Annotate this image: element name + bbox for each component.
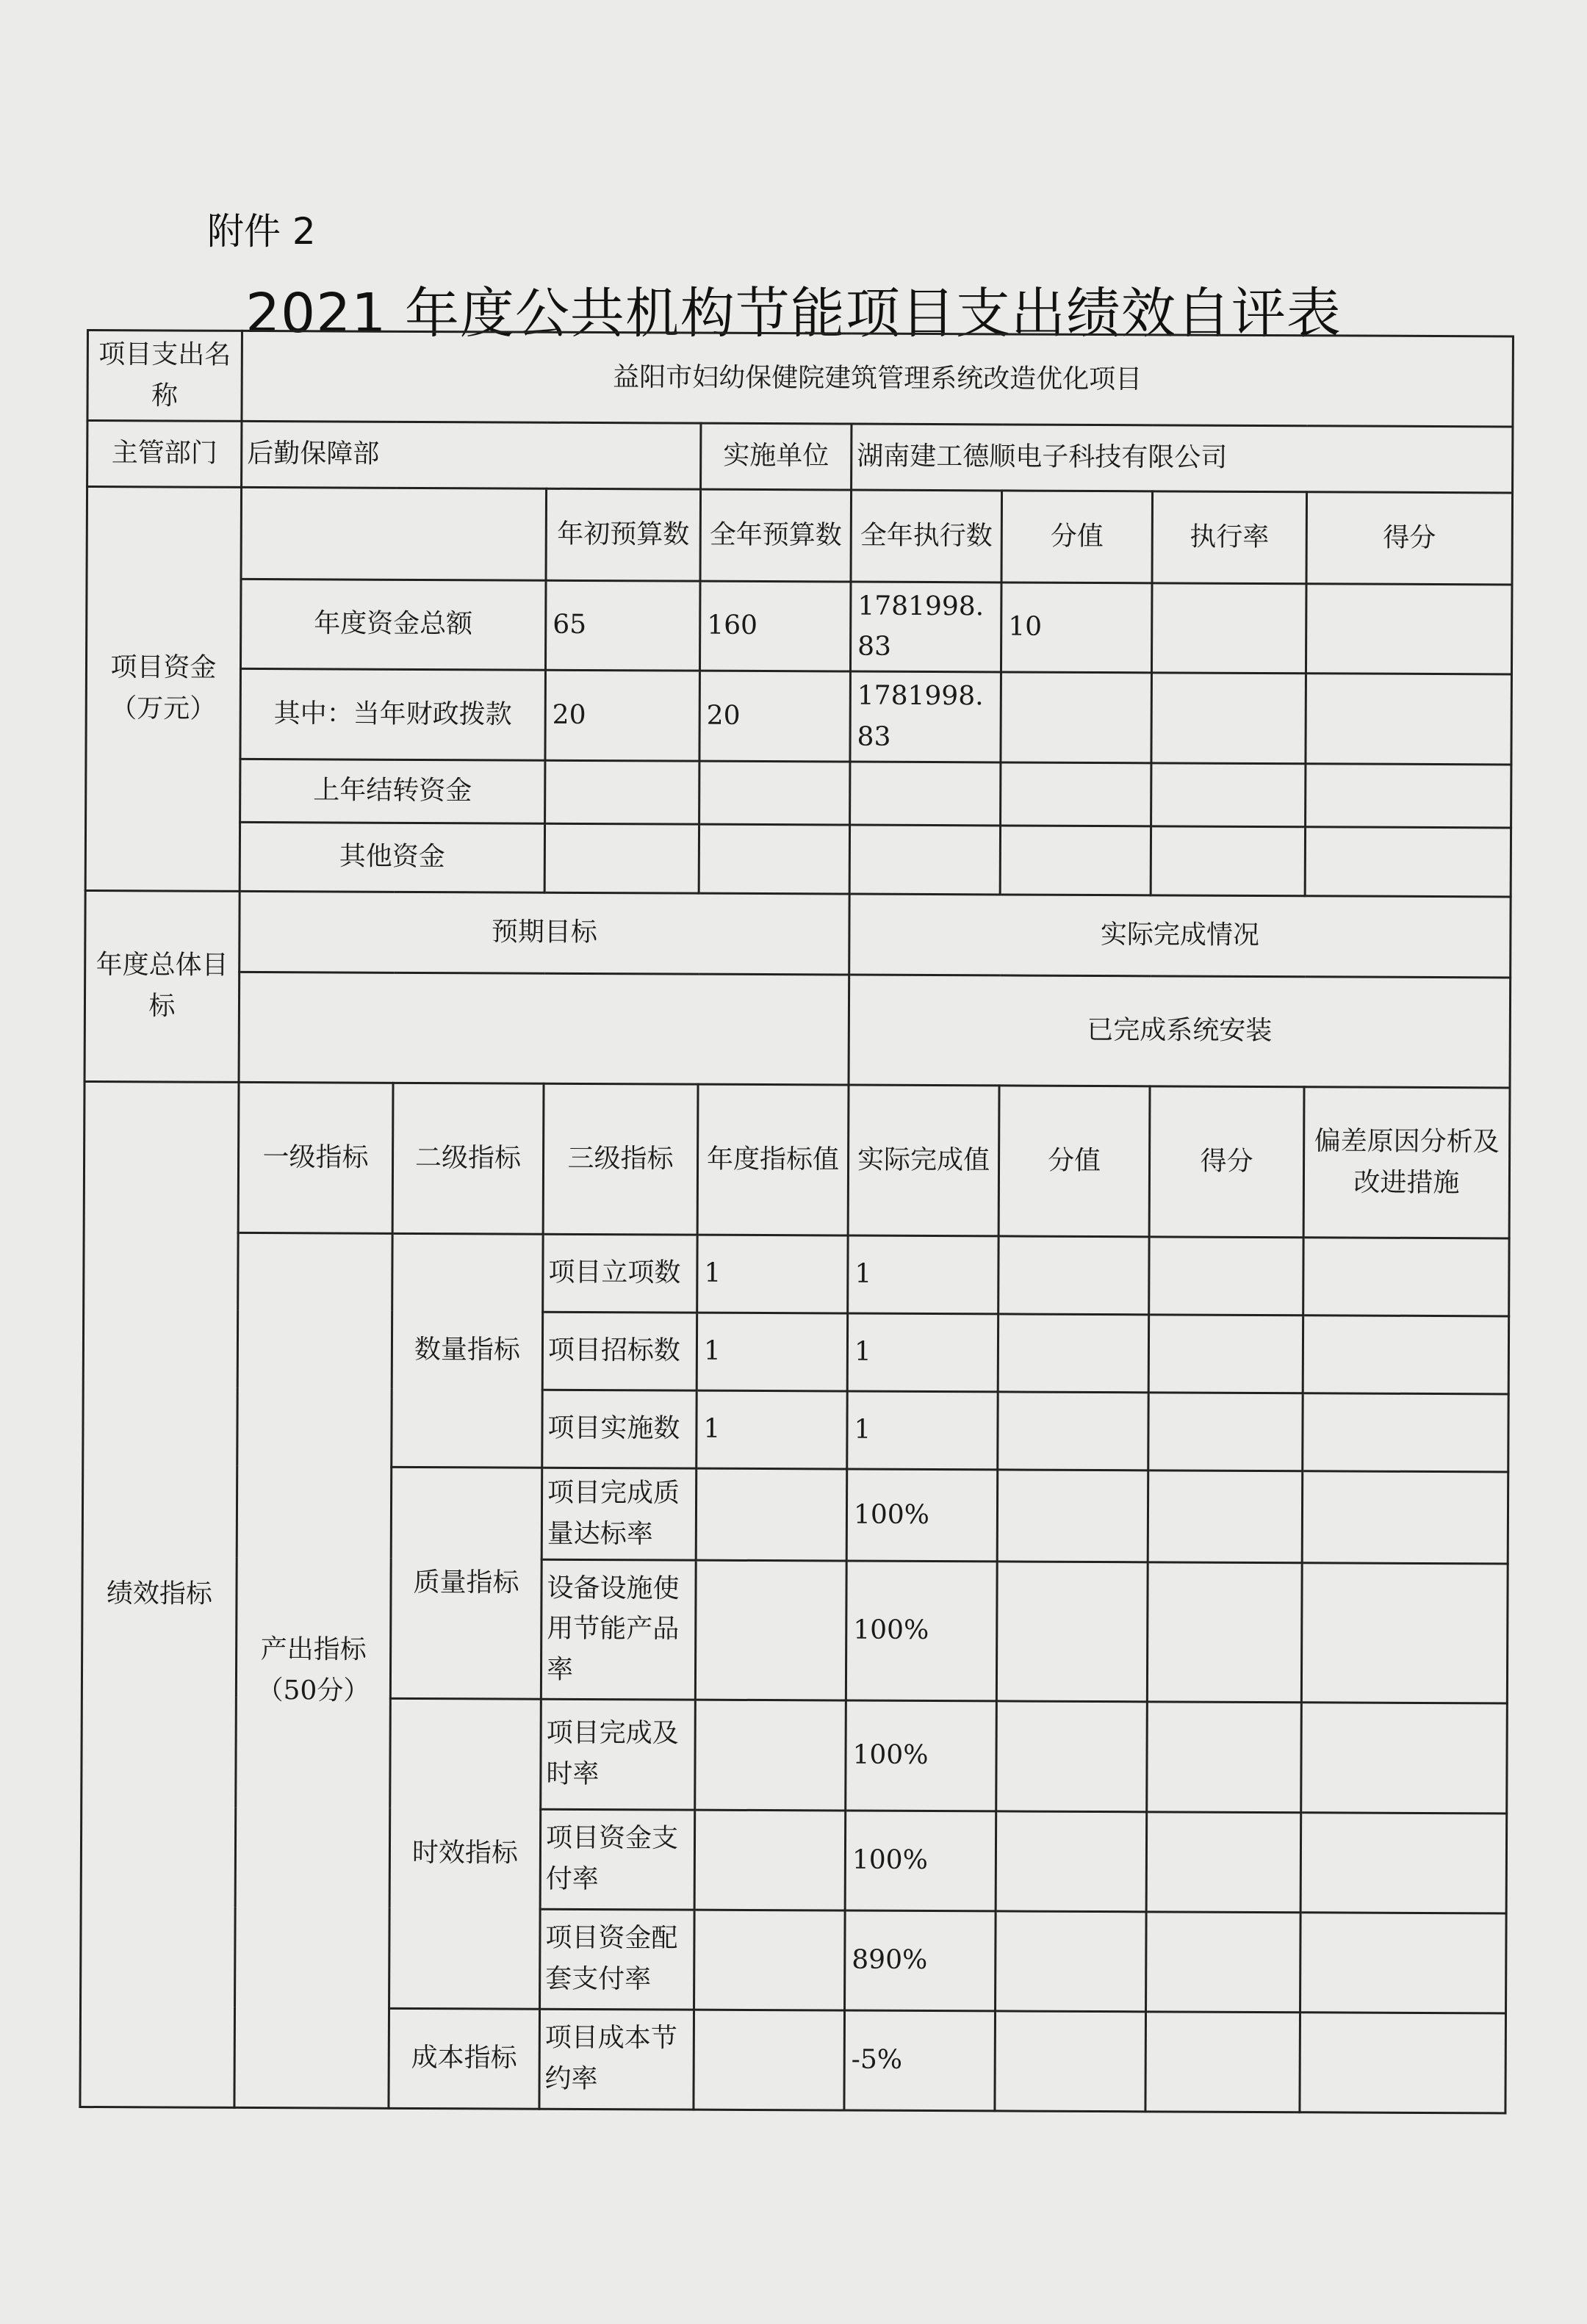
indicator-score — [1149, 1237, 1303, 1316]
indicator-score-value — [998, 1314, 1148, 1393]
indicator-name: 项目成本节约率 — [539, 2009, 694, 2110]
funds-header: 全年预算数 — [700, 489, 852, 582]
indicator-score-value — [996, 1911, 1147, 2012]
funds-cell: 1781998.83 — [850, 671, 1001, 762]
indicator-score-value — [998, 1392, 1148, 1470]
funds-cell — [545, 760, 699, 824]
indicator-actual: 890% — [845, 1910, 996, 2011]
evaluation-table — [79, 329, 1514, 2114]
indicator-target — [696, 1468, 847, 1561]
indicator-deviation — [1301, 1563, 1508, 1703]
dept-value: 后勤保障部 — [242, 421, 701, 489]
quantity-indicator-label: 数量指标 — [392, 1233, 543, 1468]
perf-header: 实际完成值 — [848, 1085, 999, 1236]
indicator-deviation — [1301, 1703, 1508, 1814]
funds-row-label: 上年结转资金 — [240, 759, 545, 823]
funds-cell — [850, 762, 1001, 826]
indicator-target — [694, 1810, 846, 1910]
indicator-score-value — [995, 2011, 1146, 2112]
indicator-actual: 100% — [845, 1811, 996, 1911]
indicator-score — [1146, 1912, 1301, 2013]
perf-header: 得分 — [1149, 1086, 1304, 1238]
unit-label: 实施单位 — [701, 423, 852, 490]
indicator-target — [694, 2010, 845, 2110]
indicator-score — [1148, 1470, 1303, 1563]
funds-cell — [1151, 582, 1306, 674]
indicator-score-value — [998, 1236, 1149, 1315]
indicator-actual: 1 — [847, 1313, 998, 1392]
indicator-target: 1 — [697, 1390, 847, 1469]
project-name-value: 益阳市妇幼保健院建筑管理系统改造优化项目 — [242, 331, 1514, 426]
timeliness-indicator-label: 时效指标 — [389, 1698, 541, 2009]
funds-cell — [699, 761, 850, 825]
indicator-score-value — [996, 1811, 1147, 1912]
indicator-score — [1148, 1315, 1303, 1393]
perf-header: 一级指标 — [238, 1082, 393, 1233]
performance-indicators-label: 绩效指标 — [80, 1081, 239, 2107]
indicator-name: 项目资金支付率 — [540, 1809, 695, 1910]
funds-cell — [1306, 674, 1512, 765]
dept-label: 主管部门 — [87, 420, 242, 487]
indicator-name: 项目资金配套支付率 — [540, 1909, 695, 2010]
annual-goal-label: 年度总体目标 — [84, 890, 240, 1082]
indicator-score-value — [996, 1562, 1148, 1702]
indicator-name: 项目完成质量达标率 — [541, 1468, 697, 1560]
funds-cell — [1305, 827, 1511, 897]
funds-header: 执行率 — [1152, 491, 1307, 583]
indicator-deviation — [1302, 1471, 1508, 1564]
funds-cell — [544, 823, 699, 893]
funds-cell: 65 — [545, 580, 700, 671]
perf-header: 年度指标值 — [697, 1084, 849, 1235]
funds-cell: 20 — [699, 671, 851, 761]
funds-cell: 1781998.83 — [850, 582, 1001, 672]
funds-cell — [1151, 826, 1305, 896]
funds-row-label: 年度资金总额 — [240, 579, 546, 670]
indicator-score — [1147, 1562, 1302, 1703]
actual-completion-header: 实际完成情况 — [849, 894, 1511, 978]
indicator-deviation — [1303, 1238, 1509, 1316]
indicator-score — [1147, 1702, 1302, 1813]
funds-header: 得分 — [1306, 491, 1513, 584]
funds-cell: 160 — [699, 581, 851, 671]
output-indicator-label: 产出指标（50分） — [234, 1233, 392, 2108]
page-title: 2021 年度公共机构节能项目支出绩效自评表 — [245, 282, 1342, 345]
indicator-deviation — [1300, 2013, 1506, 2113]
perf-header: 分值 — [998, 1086, 1150, 1237]
indicator-deviation — [1303, 1393, 1508, 1472]
funds-cell — [1306, 583, 1512, 674]
funds-cell — [1001, 672, 1152, 762]
quality-indicator-label: 质量指标 — [390, 1467, 541, 1699]
indicator-name: 项目招标数 — [542, 1312, 697, 1390]
expected-goal-value — [239, 972, 849, 1085]
perf-header: 偏差原因分析及改进措施 — [1303, 1087, 1510, 1238]
indicator-actual: 100% — [846, 1700, 997, 1811]
project-name-label: 项目支出名称 — [87, 331, 242, 422]
indicator-target — [695, 1700, 846, 1811]
funds-cell — [1001, 762, 1151, 826]
perf-header: 二级指标 — [392, 1083, 544, 1234]
expected-goal-header: 预期目标 — [240, 891, 849, 975]
funds-header-blank — [241, 487, 547, 580]
indicator-deviation — [1300, 1813, 1507, 1913]
indicator-score — [1148, 1393, 1303, 1471]
indicator-actual: 100% — [846, 1469, 998, 1562]
funds-row-label: 其他资金 — [240, 822, 544, 892]
indicator-target — [694, 1910, 846, 2010]
indicator-actual: 100% — [846, 1561, 997, 1701]
unit-value: 湖南建工德顺电子科技有限公司 — [852, 424, 1513, 493]
funds-header: 分值 — [1001, 491, 1153, 583]
indicator-deviation — [1300, 1913, 1507, 2013]
funds-cell — [1000, 826, 1151, 895]
evaluation-sheet — [79, 329, 1512, 2114]
attachment-label: 附件 2 — [207, 210, 316, 253]
funds-header: 年初预算数 — [546, 488, 701, 581]
funds-cell — [849, 825, 1000, 895]
indicator-score-value — [996, 1701, 1148, 1812]
indicator-name: 项目完成及时率 — [541, 1699, 696, 1810]
indicator-score — [1145, 2012, 1300, 2112]
funds-cell — [1151, 763, 1306, 827]
indicator-name: 项目实施数 — [542, 1390, 697, 1468]
funds-cell — [699, 824, 849, 894]
funds-cell: 20 — [545, 670, 700, 761]
indicator-actual: -5% — [844, 2010, 996, 2111]
indicator-actual: 1 — [847, 1391, 998, 1470]
funds-cell — [1151, 673, 1306, 764]
cost-indicator-label: 成本指标 — [389, 2008, 540, 2109]
funds-cell: 10 — [1001, 582, 1152, 673]
funds-header: 全年执行数 — [851, 490, 1002, 582]
funds-row-label: 其中：当年财政拨款 — [240, 669, 546, 760]
indicator-score — [1146, 1812, 1301, 1913]
actual-completion-value: 已完成系统安装 — [849, 975, 1511, 1088]
funds-cell — [1306, 764, 1511, 828]
indicator-target: 1 — [697, 1235, 848, 1313]
funds-label: 项目资金（万元） — [85, 486, 241, 891]
indicator-name: 设备设施使用节能产品率 — [541, 1559, 696, 1700]
indicator-target — [695, 1560, 846, 1700]
indicator-score-value — [997, 1470, 1148, 1562]
indicator-actual: 1 — [848, 1235, 998, 1314]
indicator-target: 1 — [697, 1313, 847, 1391]
indicator-deviation — [1303, 1316, 1508, 1394]
perf-header: 三级指标 — [543, 1083, 698, 1235]
indicator-name: 项目立项数 — [543, 1234, 697, 1313]
